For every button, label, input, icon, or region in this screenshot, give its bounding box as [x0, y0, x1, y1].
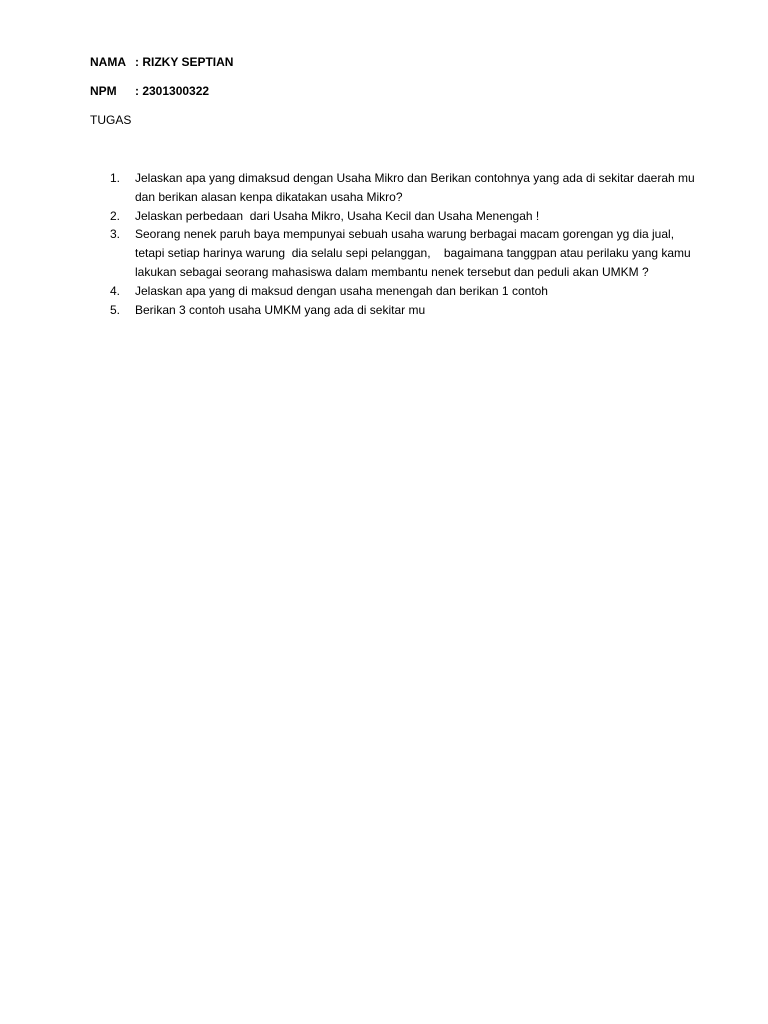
question-text: Jelaskan apa yang di maksud dengan usaha menengah dan berikan 1 contoh — [135, 283, 548, 298]
question-item-3 — [110, 225, 695, 281]
nama-row — [90, 55, 233, 69]
question-number: 4. — [110, 283, 121, 298]
question-text: Seorang nenek paruh baya mempunyai sebuah usaha warung berbagai macam gorengan yg dia jual, tetapi setiap harinya warung dia selalu sepi pelanggan, bagaimana tanggpan atau perilaku yang kamu lakukan sebagai seorang mahasiswa dalam membantu nenek tersebut dan peduli akan UMKM ? — [135, 227, 695, 279]
npm-value: : 2301300322 — [135, 84, 210, 98]
question-text: Berikan 3 contoh usaha UMKM yang ada di sekitar mu — [135, 302, 426, 317]
nama-value: : RIZKY SEPTIAN — [135, 55, 234, 69]
question-number: 2. — [110, 208, 121, 223]
npm-label: NPM — [90, 84, 117, 98]
question-text: Jelaskan perbedaan dari Usaha Mikro, Usaha Kecil dan Usaha Menengah ! — [135, 208, 540, 223]
npm-row — [90, 84, 209, 98]
question-list — [110, 169, 699, 319]
question-number: 3. — [110, 227, 121, 242]
page-title: TUGAS — [90, 113, 132, 127]
question-item-2 — [110, 207, 695, 226]
question-text: Jelaskan apa yang dimaksud dengan Usaha Mikro dan Berikan contohnya yang ada di sekitar daerah mu dan berikan alasan kenpa dikatakan usaha Mikro? — [135, 171, 699, 204]
question-item-5 — [110, 301, 695, 320]
question-item-4 — [110, 282, 695, 301]
question-number: 5. — [110, 302, 121, 317]
nama-label: NAMA — [90, 55, 126, 69]
question-item-1 — [110, 169, 699, 207]
question-number: 1. — [110, 171, 121, 185]
